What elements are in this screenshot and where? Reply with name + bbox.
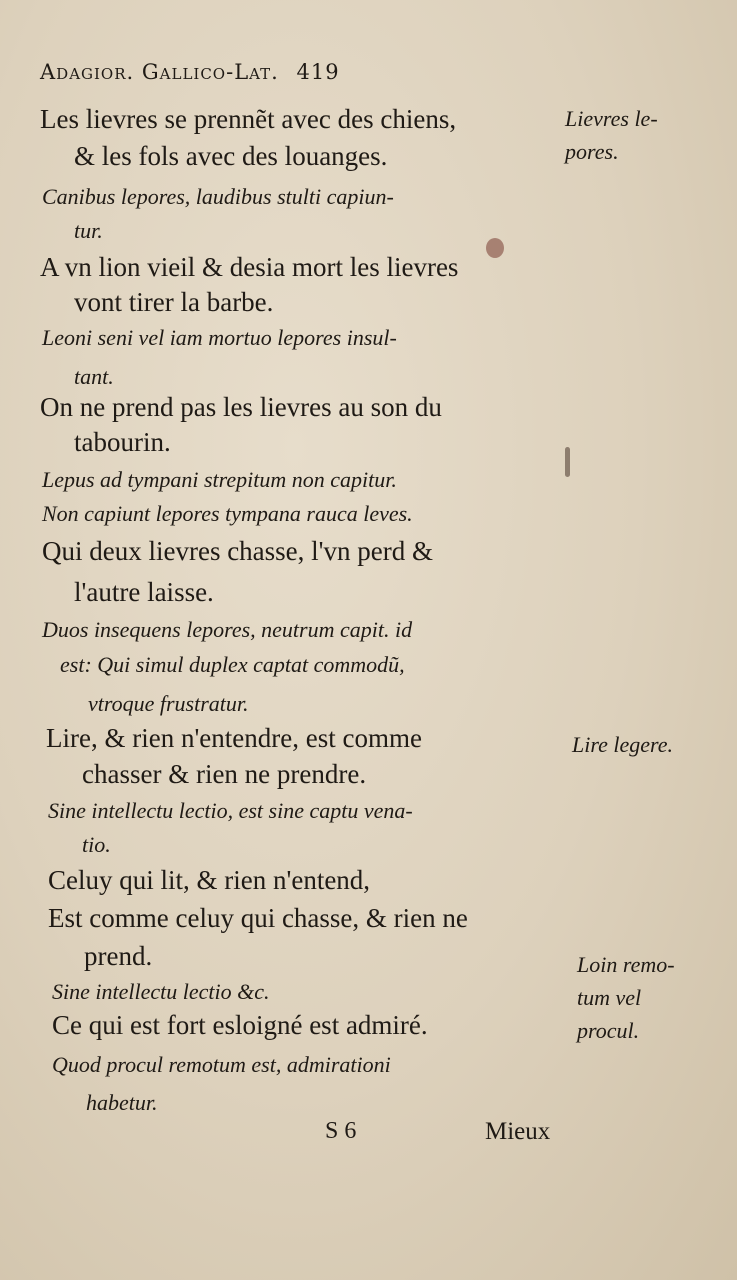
text-line: Qui deux lievres chasse, l'vn perd & (42, 536, 434, 566)
text-line: Quod procul remotum est, admirationi (52, 1052, 391, 1077)
signature-mark: S 6 (325, 1118, 357, 1144)
text-line: Leoni seni vel iam mortuo lepores insul- (42, 325, 397, 350)
text-line: Duos insequens lepores, neutrum capit. id (42, 617, 413, 642)
text-line: tur. (74, 218, 103, 243)
ink-stain (486, 238, 504, 258)
text-line: A vn lion vieil & desia mort les lievres (40, 252, 459, 282)
ink-stain (565, 447, 570, 477)
text-line: chasser & rien ne prendre. (82, 759, 367, 789)
running-header (40, 60, 340, 84)
text-line: habetur. (86, 1090, 158, 1115)
text-line: Sine intellectu lectio, est sine captu vena- (48, 798, 413, 823)
text-line: Les lievres se prennẽt avec des chiens, (40, 104, 457, 134)
text-line: l'autre laisse. (74, 577, 214, 607)
text-line: Lire, & rien n'entendre, est comme (46, 723, 422, 753)
text-line: Est comme celuy qui chasse, & rien ne (48, 903, 468, 933)
text-line: Ce qui est fort esloigné est admiré. (52, 1010, 428, 1040)
text-line: & les fols avec des louanges. (74, 141, 388, 171)
marginal-note: Lievres le- pores. (565, 106, 658, 164)
text-line: Celuy qui lit, & rien n'entend, (48, 865, 371, 895)
text-line: Canibus lepores, laudibus stulti capiun- (42, 184, 394, 209)
marginal-note: Lire legere. (572, 732, 674, 757)
text-line: tabourin. (74, 427, 171, 457)
text-line: vtroque frustratur. (88, 691, 249, 716)
text-line: Sine intellectu lectio &c. (52, 979, 270, 1004)
text-line: tant. (74, 364, 114, 389)
text-line: prend. (84, 941, 153, 971)
text-line: vont tirer la barbe. (74, 287, 274, 317)
text-line: est: Qui simul duplex captat commodũ, (60, 652, 405, 677)
text-line: tio. (82, 832, 111, 857)
page-number: 419 (296, 60, 340, 84)
running-title: Adagior. Gallico-Lat. (40, 60, 279, 84)
text-line: Lepus ad tympani strepitum non capitur. (42, 467, 397, 492)
text-line: On ne prend pas les lievres au son du (40, 392, 442, 422)
marginal-note: Loin remo- tum vel procul. (577, 952, 675, 1043)
text-line: Non capiunt lepores tympana rauca leves. (42, 501, 413, 526)
catchword: Mieux (485, 1118, 551, 1145)
